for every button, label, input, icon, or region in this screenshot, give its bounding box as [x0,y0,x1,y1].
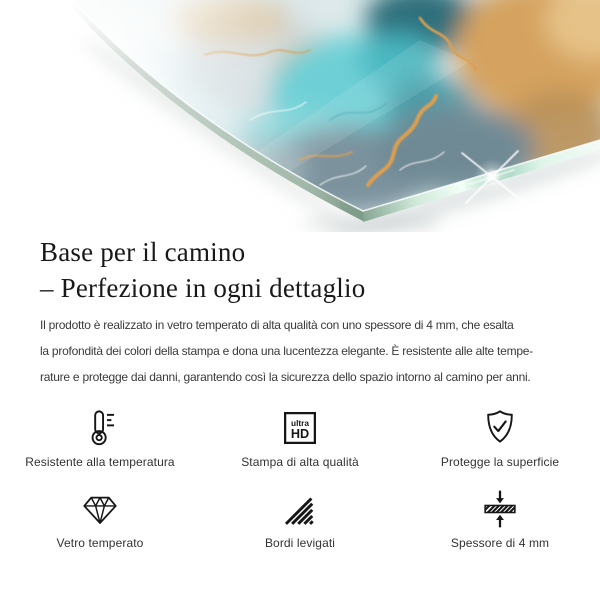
ultra-hd-icon-text-top: ultra [291,417,309,428]
feature-label: Bordi levigati [264,536,336,550]
feature-label: Vetro temperato [56,536,144,550]
feature-polished-edges [200,487,400,551]
product-description-section [0,234,600,390]
feature-temperature [0,406,200,470]
product-image [0,0,600,232]
description-line: Il prodotto è realizzato in vetro temperato di alta qualità con uno spessore di 4 mm, che esalta [40,318,514,332]
feature-thickness [400,487,600,551]
description-line: la profondità dei colori della stampa e dona una lucentezza elegante. È resistente alle alte tempe- [40,344,533,358]
description-line: rature e protegge dai danni, garantendo così la sicurezza dello spazio intorno al camino per anni. [40,370,531,384]
thickness-4mm-icon [479,487,521,531]
page-title-line2: – Perfezione in ogni dettaglio [40,273,366,303]
ultra-hd-icon [279,406,321,450]
shield-check-icon [479,406,521,450]
feature-tempered-glass [0,487,200,551]
page-title-line1: Base per il camino [40,237,246,267]
ultra-hd-icon-text-bottom: HD [290,427,310,442]
feature-label: Stampa di alta qualità [241,455,359,469]
feature-label: Spessore di 4 mm [450,536,550,550]
thermometer-icon [79,406,121,450]
feature-label: Protegge la superficie [440,455,560,469]
glass-panel-graphic [0,0,600,232]
feature-surface-protection [400,406,600,470]
polished-edges-icon [279,487,321,531]
diamond-icon [79,487,121,531]
feature-label: Resistente alla temperatura [25,455,175,469]
feature-grid [0,406,600,551]
product-description [40,312,560,390]
page-title [40,234,560,306]
feature-print-quality [200,406,400,470]
